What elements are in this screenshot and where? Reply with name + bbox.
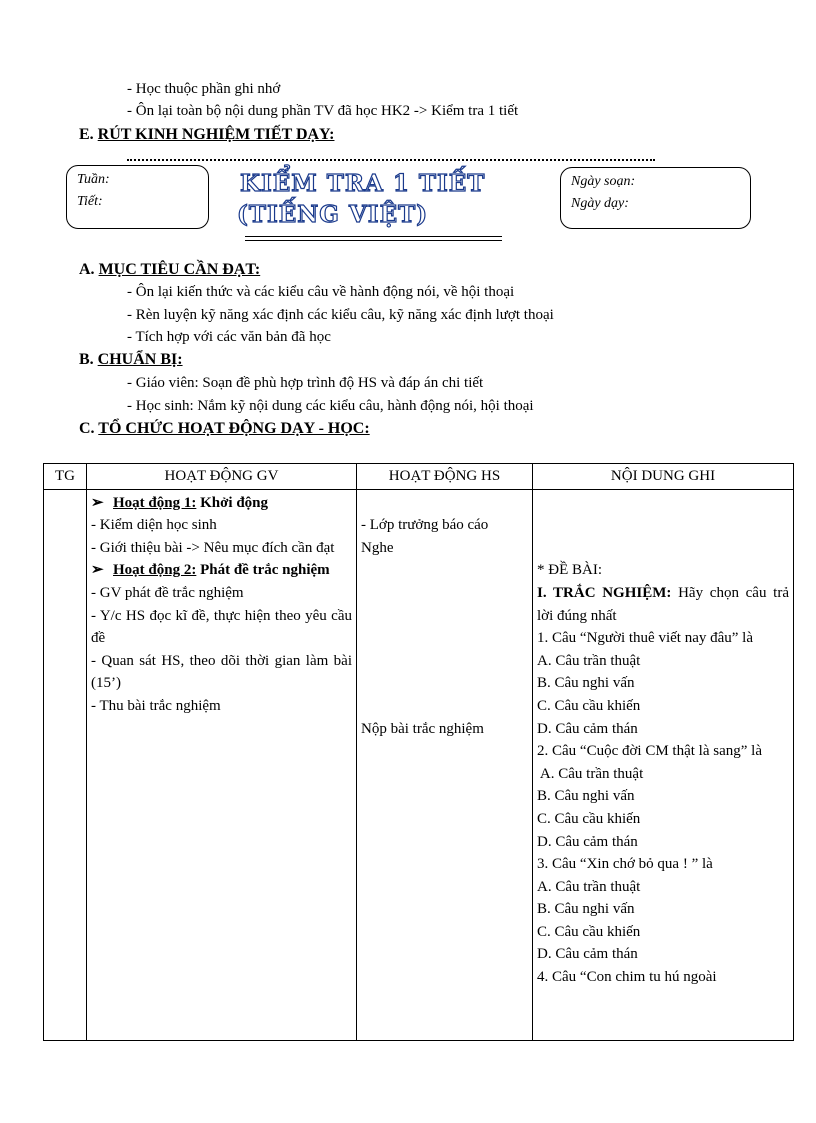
table-row — [44, 489, 794, 1040]
objective-item: - Ôn lại kiến thức và các kiểu câu về hành động nói, về hội thoại — [127, 284, 515, 300]
prep-item: - Học sinh: Nắm kỹ nội dung các kiểu câu, hành động nói, hội thoại — [127, 398, 534, 414]
gv-step: - Y/c HS đọc kĩ đề, thực hiện theo yêu cầu đề — [91, 607, 352, 647]
section-c-heading — [79, 420, 370, 438]
section-letter: B. — [79, 351, 94, 368]
activity-2: ➢ Hoạt động 2: Phát đề trắc nghiệm — [91, 559, 352, 582]
gv-step: - GV phát đề trắc nghiệm — [91, 584, 244, 601]
title-line1: KIỂM TRA 1 TIẾT — [240, 170, 486, 197]
hs-step: Nghe — [361, 539, 394, 556]
option: C. Câu cầu khiến — [537, 810, 641, 827]
option: D. Câu cảm thán — [537, 946, 638, 963]
objective-item: - Rèn luyện kỹ năng xác định các kiểu câu, kỹ năng xác định lượt thoại — [127, 307, 554, 323]
option: A. Câu trần thuật — [537, 652, 641, 669]
option: B. Câu nghi vấn — [537, 788, 635, 805]
gv-step: - Kiểm diện học sinh — [91, 517, 217, 534]
review-item: - Học thuộc phần ghi nhớ — [127, 81, 281, 97]
table-header-row — [44, 464, 794, 490]
date-box — [560, 167, 751, 229]
gv-step: - Quan sát HS, theo dõi thời gian làm bài (15’) — [91, 652, 352, 692]
de-bai-heading: * ĐỀ BÀI: — [537, 562, 602, 579]
option: D. Câu cảm thán — [537, 720, 638, 737]
gv-step: - Thu bài trắc nghiệm — [91, 697, 221, 714]
teach-date-label: Ngày dạy: — [571, 196, 629, 211]
question: 3. Câu “Xin chớ bỏ qua ! ” là — [537, 856, 713, 873]
section-title: MỤC TIÊU CẦN ĐẠT: — [98, 261, 261, 278]
option: D. Câu cảm thán — [537, 833, 638, 850]
trac-nghiem-instruction: I. TRẮC NGHIỆM: Hãy chọn câu trả lời đúng nhất — [537, 584, 789, 624]
option: A. Câu trần thuật — [537, 878, 641, 895]
gv-cell — [87, 489, 357, 1040]
prep-date-label: Ngày soạn: — [571, 174, 636, 189]
arrow-bullet-icon: ➢ — [91, 562, 104, 579]
gv-step: - Giới thiệu bài -> Nêu mục đích cần đạt — [91, 539, 335, 556]
period-label: Tiết: — [77, 194, 103, 209]
section-title: CHUẨN BỊ: — [97, 351, 183, 368]
question: 1. Câu “Người thuê viết nay đâu” là — [537, 630, 753, 647]
col-header-gv: HOẠT ĐỘNG GV — [87, 464, 357, 490]
col-header-hs: HOẠT ĐỘNG HS — [357, 464, 533, 490]
review-item: - Ôn lại toàn bộ nội dung phần TV đã học HK2 -> Kiểm tra 1 tiết — [127, 103, 519, 119]
hs-cell — [357, 489, 533, 1040]
section-letter: A. — [79, 261, 95, 278]
section-letter: C. — [79, 420, 95, 437]
col-header-tg: TG — [44, 464, 87, 490]
question: 2. Câu “Cuộc đời CM thật là sang” là — [537, 743, 762, 760]
option: C. Câu cầu khiến — [537, 697, 641, 714]
section-a-heading — [79, 261, 260, 279]
hs-step: - Lớp trưởng báo cáo — [361, 517, 489, 534]
nd-cell — [533, 489, 794, 1040]
activity-1: ➢ Hoạt động 1: Khởi động — [91, 492, 352, 515]
section-title: RÚT KINH NGHIỆM TIẾT DẠY: — [97, 126, 335, 143]
dotted-line — [127, 159, 655, 161]
title-underline — [245, 236, 502, 237]
section-title: TỔ CHỨC HOẠT ĐỘNG DẠY - HỌC: — [98, 420, 370, 437]
section-e-heading — [79, 126, 334, 144]
arrow-bullet-icon: ➢ — [91, 494, 104, 511]
objective-item: - Tích hợp với các văn bản đã học — [127, 329, 331, 345]
lesson-table — [43, 463, 794, 1041]
week-box — [66, 165, 209, 229]
hs-step: Nộp bài trắc nghiệm — [361, 720, 484, 737]
section-b-heading — [79, 351, 183, 369]
option: C. Câu cầu khiến — [537, 923, 641, 940]
option: A. Câu trần thuật — [537, 765, 644, 782]
section-letter: E. — [79, 126, 94, 143]
title-underline — [245, 240, 502, 241]
week-label: Tuần: — [77, 172, 110, 187]
question: 4. Câu “Con chim tu hú ngoài — [537, 969, 717, 986]
prep-item: - Giáo viên: Soạn đề phù hợp trình độ HS và đáp án chi tiết — [127, 375, 484, 391]
title-line2: (TIẾNG VIỆT) — [237, 201, 429, 228]
tg-cell — [44, 489, 87, 1040]
col-header-nd: NỘI DUNG GHI — [533, 464, 794, 490]
option: B. Câu nghi vấn — [537, 675, 635, 692]
option: B. Câu nghi vấn — [537, 901, 635, 918]
